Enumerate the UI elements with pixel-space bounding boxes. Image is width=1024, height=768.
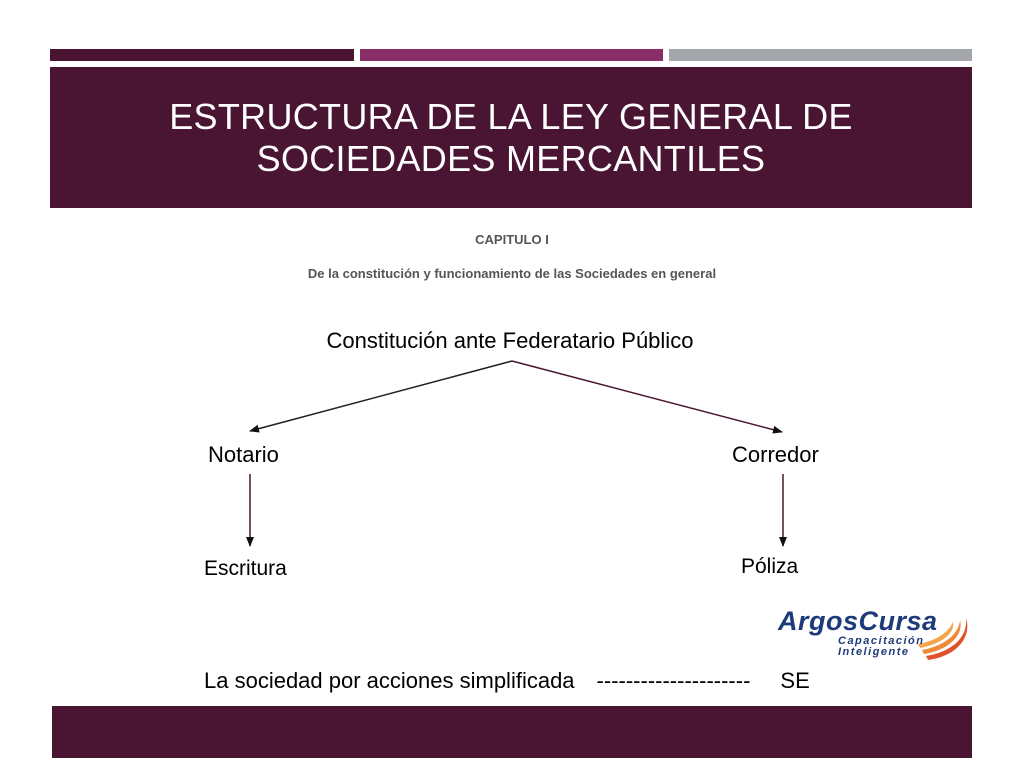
logo-tagline-1: Capacitación	[838, 635, 925, 647]
bottom-abbr: SE	[780, 668, 810, 693]
slide-title: ESTRUCTURA DE LA LEY GENERAL DE SOCIEDADES MERCANTILES	[169, 95, 853, 179]
logo-name: ArgosCursa	[778, 606, 938, 636]
bottom-dashes: ---------------------	[596, 668, 751, 693]
argoscursa-logo	[776, 606, 976, 662]
diagram-node-escritura: Escritura	[204, 557, 287, 580]
arrow-root-to-corredor	[512, 361, 782, 432]
logo-tagline-2: Inteligente	[838, 646, 910, 658]
bottom-statement	[204, 668, 810, 694]
diagram-node-notario: Notario	[208, 442, 279, 467]
bottom-band	[52, 706, 972, 758]
diagram-node-poliza: Póliza	[741, 555, 799, 578]
diagram-root-node: Constitución ante Federatario Público	[326, 328, 694, 353]
chapter-subtitle: De la constitución y funcionamiento de las Sociedades en general	[307, 266, 717, 281]
chapter-title: CAPITULO I	[475, 232, 549, 247]
diagram-node-corredor: Corredor	[732, 442, 819, 467]
bottom-text: La sociedad por acciones simplificada	[204, 668, 575, 693]
arrow-root-to-notario	[250, 361, 512, 431]
